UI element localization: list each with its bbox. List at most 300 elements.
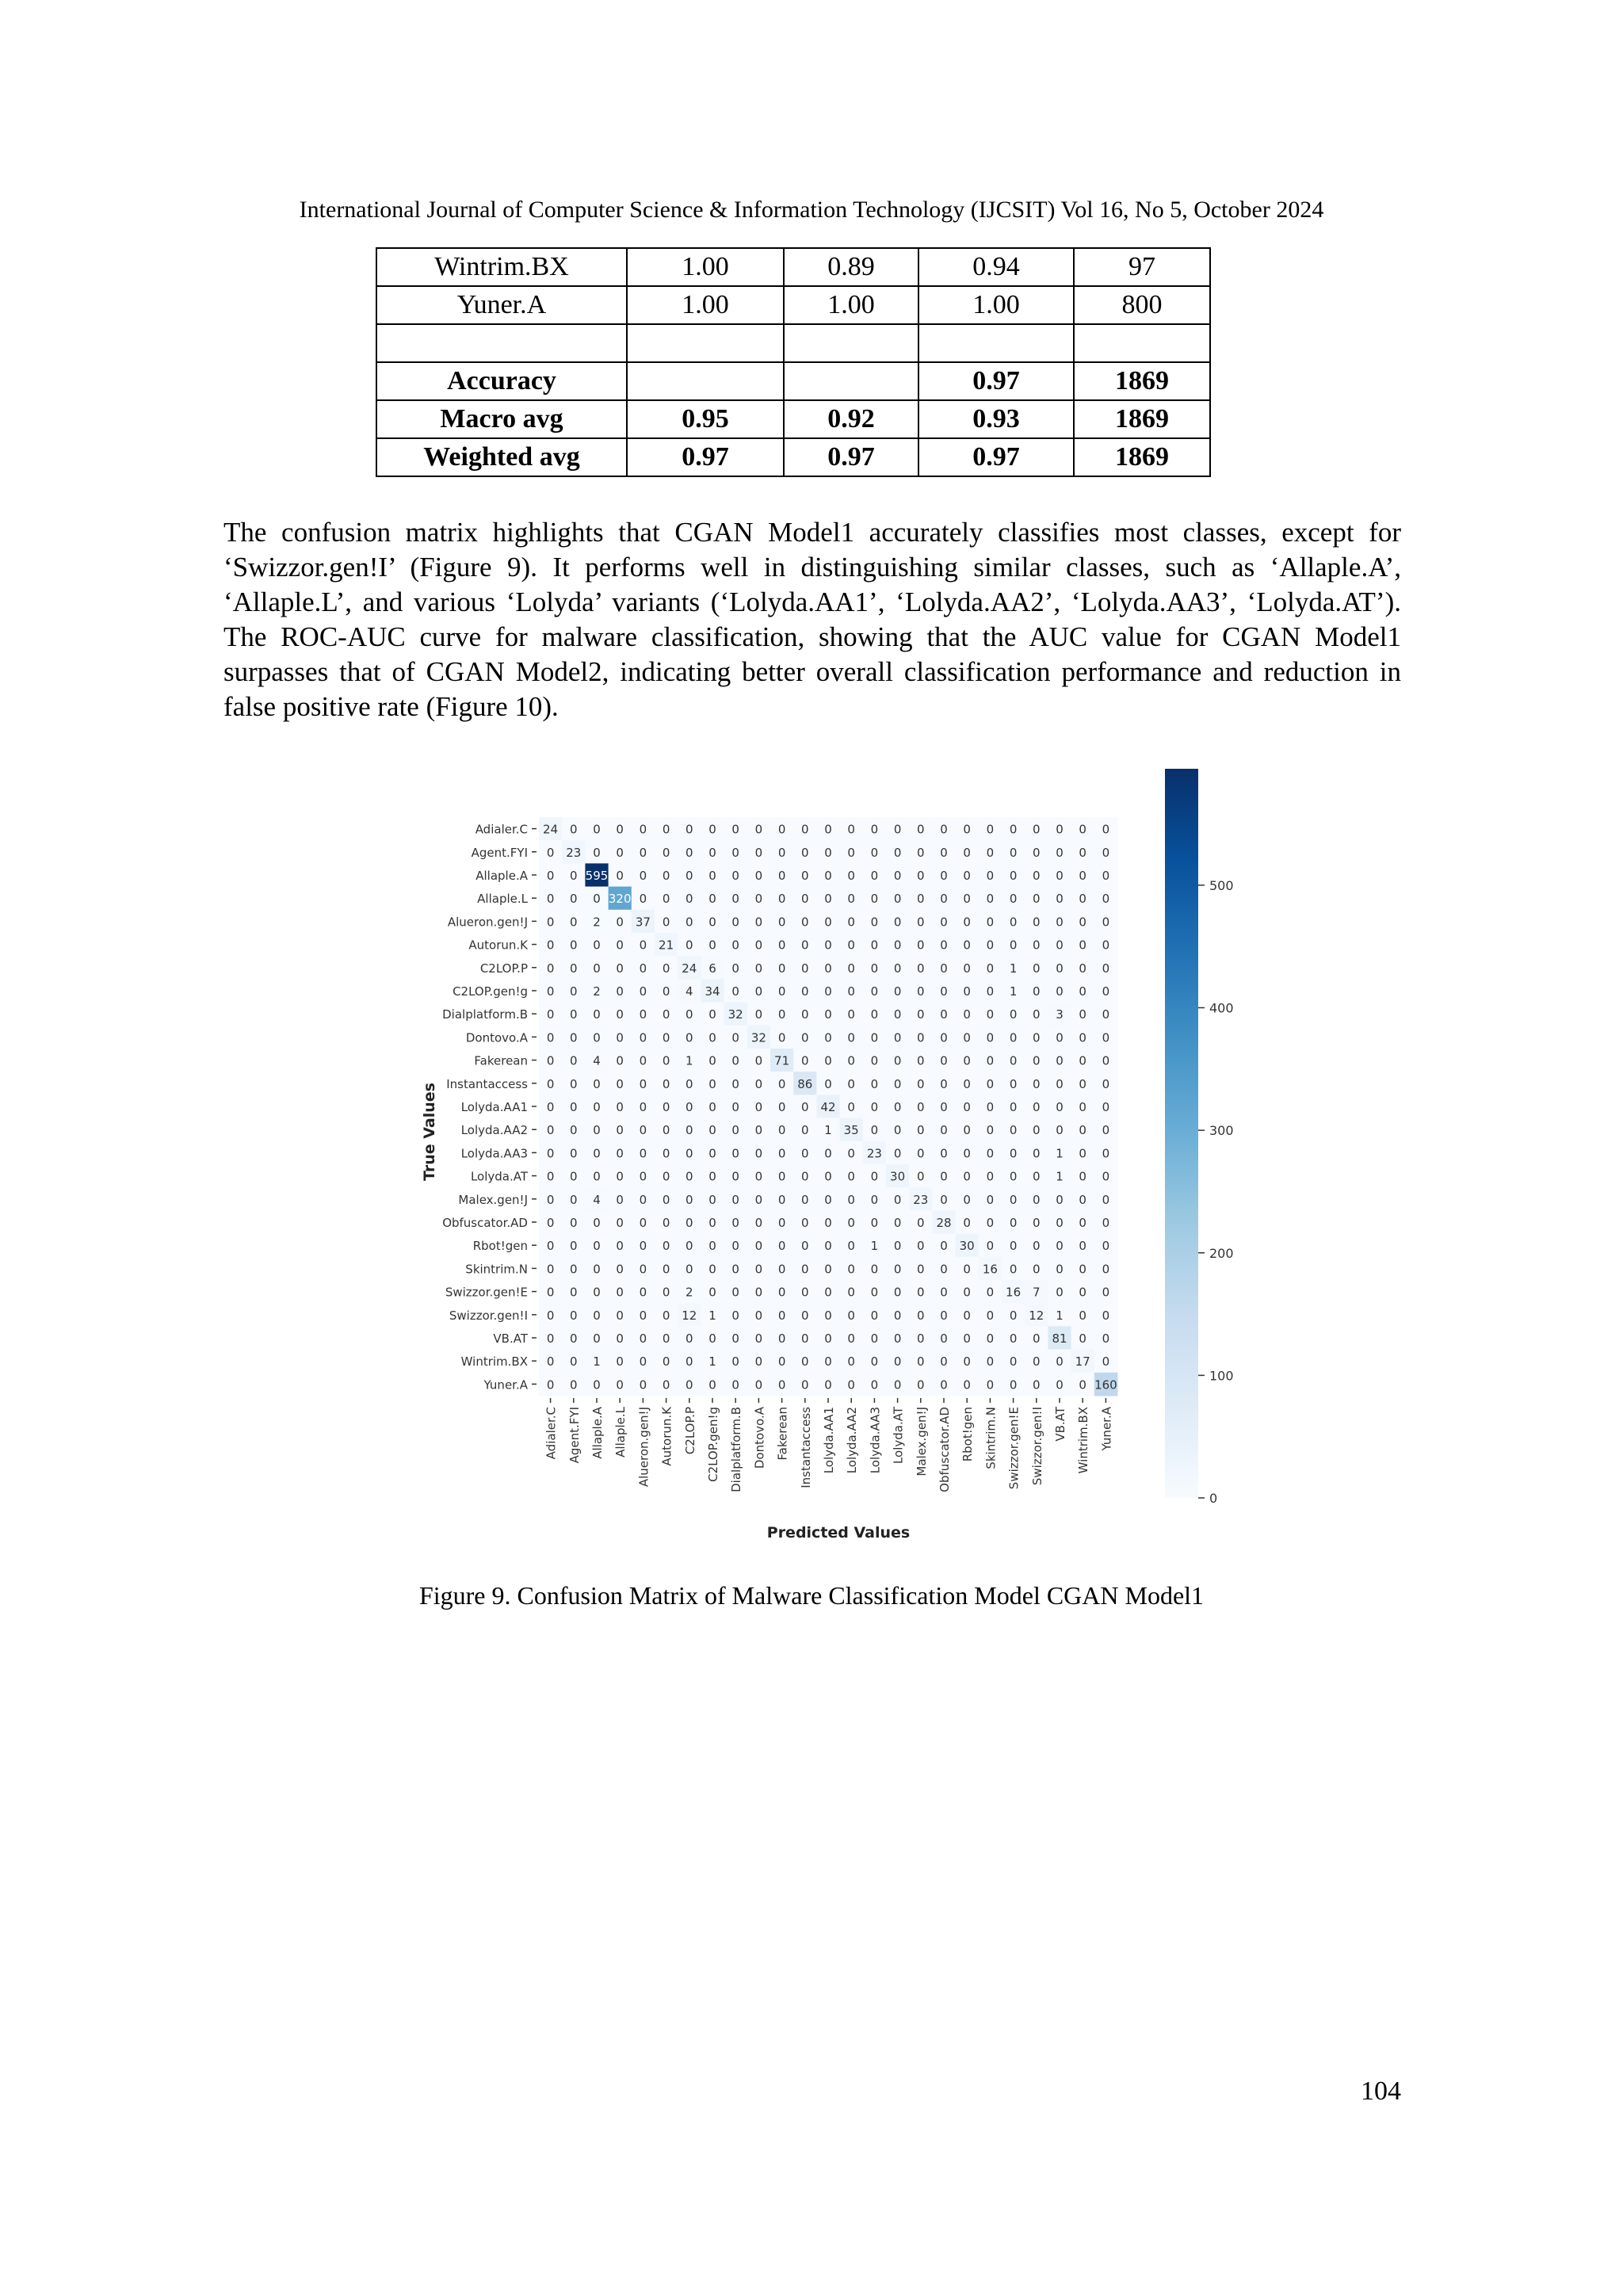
cell-value-label: 0	[731, 1285, 739, 1300]
cell-value-label: 2	[593, 915, 601, 930]
table-row	[376, 324, 1210, 362]
cell-value-label: 0	[1009, 869, 1018, 883]
cell-value-label: 0	[731, 1192, 739, 1207]
cell-value-label: 0	[662, 1377, 670, 1392]
cell-value-label: 0	[546, 938, 555, 953]
cell-value-label: 0	[893, 961, 902, 976]
cell-value-label: 0	[940, 1076, 948, 1091]
cell-value-label: 0	[616, 938, 624, 953]
cell-value-label: 0	[570, 1192, 578, 1207]
cell-value-label: 0	[754, 892, 763, 907]
cell-value-label: 0	[1009, 938, 1018, 953]
cell-value-label: 0	[731, 1262, 739, 1277]
cell-value-label: 0	[1056, 1239, 1064, 1254]
cell-value-label: 0	[847, 892, 855, 907]
cell-value-label: 0	[708, 1146, 716, 1161]
cell-value-label: 0	[824, 1285, 832, 1300]
cell-value-label: 0	[847, 1308, 855, 1323]
cell-value-label: 0	[1033, 1100, 1041, 1114]
cell-value-label: 0	[940, 1007, 948, 1022]
cell-value-label: 0	[824, 1169, 832, 1184]
cell-value-label: 0	[685, 938, 693, 953]
cell-value-label: 0	[777, 1239, 786, 1254]
cell-value-label: 0	[940, 1377, 948, 1392]
cell-value-label: 0	[754, 938, 763, 953]
table-cell: Weighted avg	[376, 438, 627, 476]
cell-value-label: 0	[777, 1123, 786, 1138]
cell-value-label: 0	[847, 1331, 855, 1346]
cell-value-label: 0	[870, 961, 879, 976]
table-cell: 1869	[1074, 400, 1210, 438]
cell-value-label: 81	[1052, 1331, 1067, 1346]
cell-value-label: 0	[893, 845, 902, 860]
cell-value-label: 0	[1079, 1308, 1086, 1323]
cell-value-label: 0	[847, 822, 855, 837]
cell-value-label: 0	[963, 984, 971, 999]
table-row	[376, 362, 1210, 400]
x-tick-label: Allaple.A	[590, 1407, 605, 1459]
cell-value-label: 0	[1009, 822, 1018, 837]
cell-value-label: 0	[1056, 1123, 1064, 1138]
cell-value-label: 0	[801, 1030, 809, 1045]
cell-value-label: 0	[917, 1285, 925, 1300]
cell-value-label: 0	[662, 1239, 670, 1254]
y-tick-label: Swizzor.gen!E	[445, 1285, 528, 1300]
cell-value-label: 0	[1033, 1262, 1041, 1277]
cell-value-label: 0	[1033, 984, 1041, 999]
cell-value-label: 0	[1009, 1076, 1018, 1091]
cell-value-label: 160	[1094, 1377, 1117, 1392]
cell-value-label: 0	[731, 1076, 739, 1091]
cell-value-label: 0	[847, 1053, 855, 1068]
cell-value-label: 0	[1056, 1076, 1064, 1091]
cell-value-label: 1	[685, 1053, 693, 1068]
cell-value-label: 0	[639, 1053, 647, 1068]
cell-value-label: 0	[940, 961, 948, 976]
y-tick-label: Rbot!gen	[472, 1239, 528, 1254]
cell-value-label: 0	[1079, 1262, 1086, 1277]
table-cell	[627, 362, 784, 400]
table-cell	[376, 324, 627, 362]
cell-value-label: 0	[893, 892, 902, 907]
cell-value-label: 0	[847, 1354, 855, 1370]
cell-value-label: 0	[824, 892, 832, 907]
cell-value-label: 0	[708, 915, 716, 930]
cell-value-label: 0	[801, 1331, 809, 1346]
cell-value-label: 0	[639, 1146, 647, 1161]
cell-value-label: 0	[1079, 1216, 1086, 1230]
cell-value-label: 0	[824, 1030, 832, 1045]
cell-value-label: 0	[870, 1123, 879, 1138]
cell-value-label: 0	[731, 984, 739, 999]
page-number: 104	[1361, 2076, 1401, 2106]
cell-value-label: 0	[1056, 1216, 1064, 1230]
cell-value-label: 0	[801, 822, 809, 837]
cell-value-label: 0	[801, 1146, 809, 1161]
table-row	[376, 400, 1210, 438]
cell-value-label: 0	[685, 1146, 693, 1161]
cell-value-label: 17	[1075, 1354, 1090, 1370]
table-cell: 1869	[1074, 438, 1210, 476]
cell-value-label: 3	[1056, 1007, 1064, 1022]
cell-value-label: 0	[708, 1285, 716, 1300]
y-tick-label: Swizzor.gen!I	[449, 1308, 528, 1323]
cell-value-label: 0	[616, 1192, 624, 1207]
cell-value-label: 0	[963, 961, 971, 976]
cell-value-label: 0	[731, 1100, 739, 1114]
cell-value-label: 86	[797, 1076, 813, 1091]
cell-value-label: 0	[731, 1216, 739, 1230]
cell-value-label: 0	[754, 1146, 763, 1161]
table-cell: Yuner.A	[376, 286, 627, 324]
y-tick-label: Yuner.A	[483, 1377, 528, 1392]
cell-value-label: 0	[777, 1146, 786, 1161]
cell-value-label: 0	[708, 938, 716, 953]
cell-value-label: 0	[639, 1076, 647, 1091]
cell-value-label: 0	[1056, 1377, 1064, 1392]
x-tick-label: Allaple.L	[613, 1407, 628, 1457]
cell-value-label: 0	[824, 1354, 832, 1370]
confusion-matrix-chart	[0, 753, 1623, 1561]
cell-value-label: 0	[1079, 869, 1086, 883]
cell-value-label: 0	[870, 1053, 879, 1068]
cell-value-label: 0	[754, 1262, 763, 1277]
x-tick-label: Skintrim.N	[983, 1407, 999, 1469]
cell-value-label: 0	[708, 1007, 716, 1022]
cell-value-label: 0	[1056, 961, 1064, 976]
cell-value-label: 0	[593, 1262, 601, 1277]
cell-value-label: 0	[662, 1169, 670, 1184]
cell-value-label: 1	[593, 1354, 601, 1370]
cell-value-label: 0	[847, 1169, 855, 1184]
cell-value-label: 0	[546, 1007, 555, 1022]
cell-value-label: 0	[777, 1354, 786, 1370]
cell-value-label: 0	[777, 961, 786, 976]
cell-value-label: 0	[801, 892, 809, 907]
cell-value-label: 0	[801, 869, 809, 883]
cell-value-label: 0	[963, 1169, 971, 1184]
cell-value-label: 0	[893, 1262, 902, 1277]
cell-value-label: 0	[570, 1331, 578, 1346]
cell-value-label: 0	[616, 1007, 624, 1022]
cell-value-label: 0	[754, 915, 763, 930]
x-axis-label: Predicted Values	[766, 1524, 911, 1541]
cell-value-label: 0	[893, 1192, 902, 1207]
cell-value-label: 0	[963, 1377, 971, 1392]
cell-value-label: 0	[1056, 984, 1064, 999]
cell-value-label: 0	[593, 1076, 601, 1091]
cell-value-label: 0	[1079, 1239, 1086, 1254]
cell-value-label: 0	[593, 822, 601, 837]
table-row	[376, 286, 1210, 324]
cell-value-label: 0	[986, 915, 995, 930]
cell-value-label: 0	[754, 1285, 763, 1300]
cell-value-label: 0	[685, 1169, 693, 1184]
cell-value-label: 0	[870, 892, 879, 907]
cell-value-label: 0	[754, 1216, 763, 1230]
y-tick-label: Fakerean	[474, 1053, 528, 1068]
cell-value-label: 0	[847, 1262, 855, 1277]
table-cell: 1869	[1074, 362, 1210, 400]
cell-value-label: 0	[893, 915, 902, 930]
cell-value-label: 0	[1079, 1169, 1086, 1184]
cell-value-label: 0	[1009, 1308, 1018, 1323]
cell-value-label: 0	[893, 1331, 902, 1346]
cell-value-label: 0	[940, 1146, 948, 1161]
table-cell: 1.00	[784, 286, 918, 324]
cell-value-label: 0	[870, 1169, 879, 1184]
cell-value-label: 0	[1009, 1331, 1018, 1346]
cell-value-label: 0	[917, 892, 925, 907]
cell-value-label: 0	[546, 1377, 555, 1392]
cell-value-label: 0	[546, 1123, 555, 1138]
cell-value-label: 0	[639, 1216, 647, 1230]
cell-value-label: 0	[1056, 845, 1064, 860]
cell-value-label: 0	[570, 1354, 578, 1370]
cell-value-label: 1	[870, 1239, 879, 1254]
cell-value-label: 595	[585, 869, 609, 883]
cell-value-label: 0	[847, 1239, 855, 1254]
cell-value-label: 0	[777, 1076, 786, 1091]
cell-value-label: 0	[685, 1030, 693, 1045]
cell-value-label: 0	[570, 1100, 578, 1114]
cell-value-label: 0	[963, 1216, 971, 1230]
cell-value-label: 0	[616, 1239, 624, 1254]
cell-value-label: 0	[801, 1123, 809, 1138]
cell-value-label: 0	[1079, 938, 1086, 953]
cell-value-label: 0	[731, 1146, 739, 1161]
cell-value-label: 0	[986, 1192, 995, 1207]
cell-value-label: 0	[570, 1285, 578, 1300]
cell-value-label: 0	[570, 1216, 578, 1230]
y-tick-label: Skintrim.N	[465, 1262, 528, 1277]
cell-value-label: 0	[893, 1308, 902, 1323]
cell-value-label: 0	[777, 869, 786, 883]
cell-value-label: 0	[1033, 961, 1041, 976]
cell-value-label: 0	[662, 1123, 670, 1138]
cell-value-label: 0	[824, 1192, 832, 1207]
cell-value-label: 0	[1102, 938, 1110, 953]
cell-value-label: 0	[917, 1239, 925, 1254]
cell-value-label: 0	[1102, 1354, 1110, 1370]
y-tick-label: Lolyda.AT	[470, 1169, 528, 1184]
cell-value-label: 0	[546, 869, 555, 883]
cell-value-label: 0	[824, 1216, 832, 1230]
cell-value-label: 0	[570, 1030, 578, 1045]
cell-value-label: 0	[1033, 1030, 1041, 1045]
table-cell: 0.97	[627, 438, 784, 476]
cell-value-label: 0	[1033, 915, 1041, 930]
table-cell: 0.93	[918, 400, 1074, 438]
cell-value-label: 0	[1009, 915, 1018, 930]
cell-value-label: 32	[750, 1030, 766, 1045]
cell-value-label: 0	[616, 1030, 624, 1045]
cell-value-label: 0	[1102, 1007, 1110, 1022]
cell-value-label: 0	[917, 822, 925, 837]
cell-value-label: 21	[659, 938, 674, 953]
cell-value-label: 0	[593, 892, 601, 907]
y-tick-label: VB.AT	[493, 1331, 528, 1346]
table-cell: Wintrim.BX	[376, 248, 627, 286]
cell-value-label: 0	[986, 1007, 995, 1022]
cell-value-label: 0	[847, 1076, 855, 1091]
cell-value-label: 0	[1009, 1123, 1018, 1138]
y-tick-label: Dialplatform.B	[442, 1007, 528, 1022]
cell-value-label: 34	[705, 984, 720, 999]
cell-value-label: 23	[566, 845, 582, 860]
cell-value-label: 0	[940, 892, 948, 907]
cell-value-label: 6	[708, 961, 716, 976]
cell-value-label: 0	[1056, 1192, 1064, 1207]
cell-value-label: 0	[662, 1146, 670, 1161]
cell-value-label: 0	[824, 1076, 832, 1091]
cell-value-label: 0	[963, 869, 971, 883]
cell-value-label: 0	[870, 938, 879, 953]
cell-value-label: 0	[1056, 869, 1064, 883]
cell-value-label: 0	[685, 1239, 693, 1254]
cell-value-label: 0	[1033, 1216, 1041, 1230]
cell-value-label: 0	[963, 892, 971, 907]
cell-value-label: 0	[986, 892, 995, 907]
cell-value-label: 0	[616, 1076, 624, 1091]
cell-value-label: 0	[731, 869, 739, 883]
cell-value-label: 0	[870, 1076, 879, 1091]
cell-value-label: 0	[546, 845, 555, 860]
cell-value-label: 0	[963, 915, 971, 930]
cell-value-label: 0	[662, 915, 670, 930]
cell-value-label: 0	[546, 984, 555, 999]
cell-value-label: 71	[774, 1053, 790, 1068]
cell-value-label: 1	[708, 1354, 716, 1370]
cell-value-label: 0	[917, 1007, 925, 1022]
colorbar-tick-label: 200	[1209, 1245, 1234, 1261]
cell-value-label: 0	[662, 1007, 670, 1022]
cell-value-label: 0	[824, 1377, 832, 1392]
cell-value-label: 23	[866, 1146, 882, 1161]
cell-value-label: 0	[893, 1100, 902, 1114]
cell-value-label: 0	[1033, 1123, 1041, 1138]
cell-value-label: 0	[546, 1192, 555, 1207]
table-cell	[784, 362, 918, 400]
cell-value-label: 0	[1009, 892, 1018, 907]
cell-value-label: 4	[593, 1192, 601, 1207]
cell-value-label: 0	[893, 1123, 902, 1138]
cell-value-label: 0	[1009, 1216, 1018, 1230]
cell-value-label: 0	[593, 1100, 601, 1114]
cell-value-label: 0	[940, 984, 948, 999]
cell-value-label: 0	[986, 1285, 995, 1300]
cell-value-label: 0	[685, 1076, 693, 1091]
cell-value-label: 0	[1056, 915, 1064, 930]
y-tick-label: Adialer.C	[475, 822, 528, 837]
cell-value-label: 2	[685, 1285, 693, 1300]
colorbar-tick-label: 400	[1209, 1000, 1234, 1016]
cell-value-label: 0	[616, 1331, 624, 1346]
table-cell: 0.92	[784, 400, 918, 438]
cell-value-label: 0	[917, 1100, 925, 1114]
cell-value-label: 0	[917, 1308, 925, 1323]
cell-value-label: 28	[936, 1216, 952, 1230]
cell-value-label: 12	[682, 1308, 697, 1323]
cell-value-label: 0	[593, 1146, 601, 1161]
cell-value-label: 0	[824, 1146, 832, 1161]
cell-value-label: 0	[546, 1030, 555, 1045]
cell-value-label: 0	[847, 938, 855, 953]
cell-value-label: 0	[754, 869, 763, 883]
cell-value-label: 0	[639, 1377, 647, 1392]
cell-value-label: 0	[870, 1216, 879, 1230]
y-tick-label: Lolyda.AA2	[460, 1123, 528, 1138]
x-tick-label: Swizzor.gen!E	[1006, 1407, 1022, 1490]
cell-value-label: 0	[917, 1123, 925, 1138]
x-tick-label: Lolyda.AA1	[822, 1407, 836, 1474]
cell-value-label: 0	[777, 1331, 786, 1346]
cell-value-label: 0	[986, 961, 995, 976]
y-tick-label: Allaple.L	[477, 892, 528, 907]
cell-value-label: 0	[731, 1354, 739, 1370]
cell-value-label: 0	[731, 915, 739, 930]
cell-value-label: 0	[777, 1169, 786, 1184]
cell-value-label: 0	[639, 1007, 647, 1022]
cell-value-label: 0	[570, 938, 578, 953]
cell-value-label: 0	[685, 822, 693, 837]
cell-value-label: 0	[570, 1007, 578, 1022]
cell-value-label: 0	[893, 1377, 902, 1392]
cell-value-label: 0	[986, 1053, 995, 1068]
cell-value-label: 0	[616, 1285, 624, 1300]
cell-value-label: 0	[593, 1285, 601, 1300]
cell-value-label: 0	[616, 961, 624, 976]
cell-value-label: 0	[1033, 938, 1041, 953]
table-row	[376, 248, 1210, 286]
table-cell	[627, 324, 784, 362]
cell-value-label: 0	[940, 1123, 948, 1138]
x-tick-label: Lolyda.AA3	[868, 1407, 883, 1474]
cell-value-label: 0	[824, 1239, 832, 1254]
cell-value-label: 0	[1079, 1285, 1086, 1300]
cell-value-label: 0	[917, 1030, 925, 1045]
cell-value-label: 0	[847, 1216, 855, 1230]
cell-value-label: 0	[1033, 892, 1041, 907]
cell-value-label: 35	[843, 1123, 859, 1138]
cell-value-label: 0	[639, 1169, 647, 1184]
cell-value-label: 0	[777, 1216, 786, 1230]
cell-value-label: 0	[1102, 1192, 1110, 1207]
y-tick-label: C2LOP.P	[479, 961, 528, 976]
cell-value-label: 0	[685, 1377, 693, 1392]
cell-value-label: 0	[685, 1007, 693, 1022]
table-cell: 0.97	[918, 362, 1074, 400]
cell-value-label: 0	[1102, 1169, 1110, 1184]
cell-value-label: 0	[685, 1354, 693, 1370]
table-cell: 0.95	[627, 400, 784, 438]
cell-value-label: 0	[963, 1331, 971, 1346]
cell-value-label: 0	[847, 869, 855, 883]
cell-value-label: 0	[546, 1285, 555, 1300]
cell-value-label: 0	[940, 869, 948, 883]
cell-value-label: 0	[616, 822, 624, 837]
cell-value-label: 0	[801, 1100, 809, 1114]
cell-value-label: 0	[1009, 845, 1018, 860]
cell-value-label: 0	[847, 984, 855, 999]
cell-value-label: 0	[754, 1100, 763, 1114]
cell-value-label: 0	[801, 1169, 809, 1184]
cell-value-label: 0	[847, 1030, 855, 1045]
cell-value-label: 0	[1102, 1100, 1110, 1114]
cell-value-label: 0	[940, 1100, 948, 1114]
cell-value-label: 0	[1033, 1239, 1041, 1254]
cell-value-label: 0	[870, 845, 879, 860]
